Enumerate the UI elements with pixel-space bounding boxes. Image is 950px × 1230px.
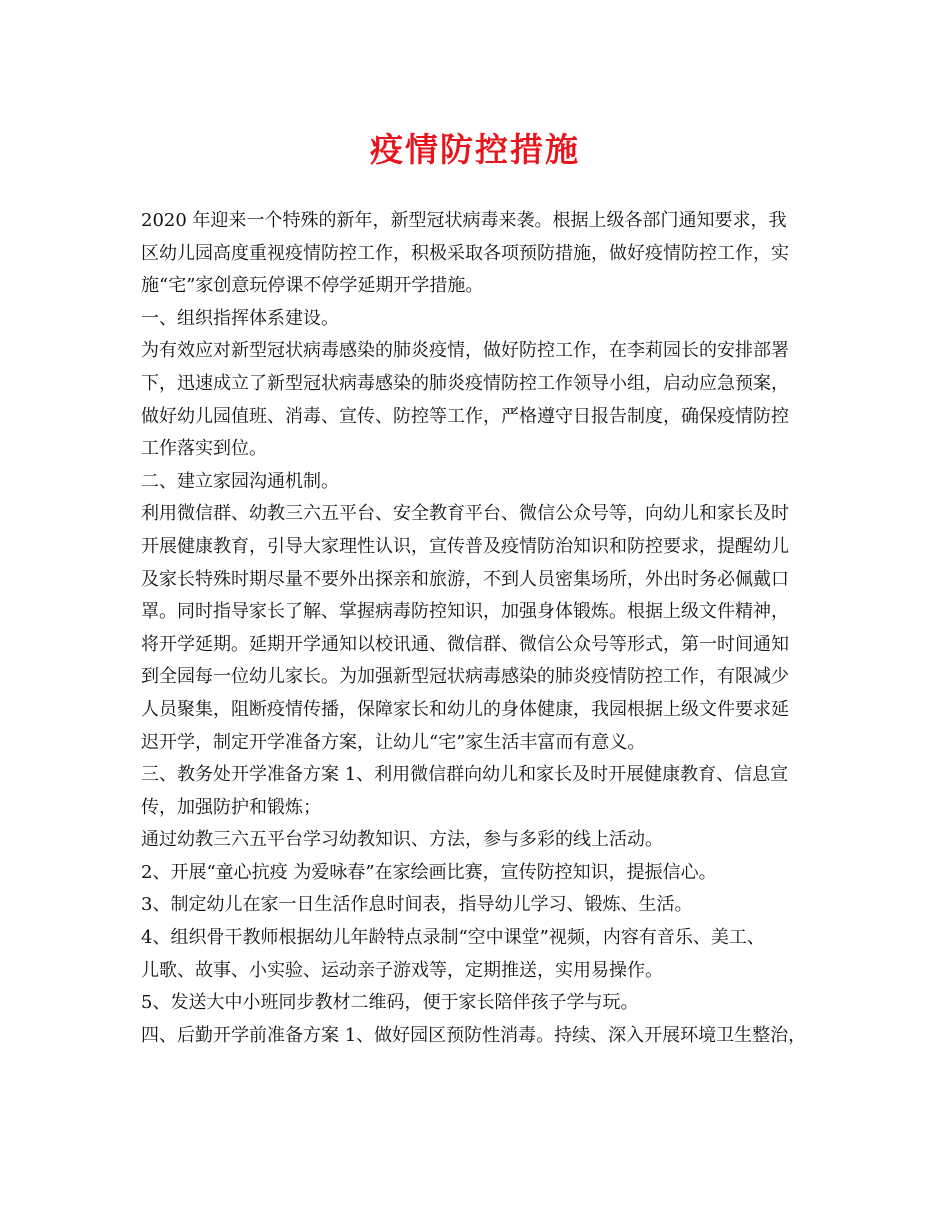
body-line: 区幼儿园高度重视疫情防控工作，积极采取各项预防措施，做好疫情防控工作，实 — [141, 242, 789, 264]
section-heading: 一、组织指挥体系建设。 — [141, 307, 339, 329]
body-line: 将开学延期。延期开学通知以校讯通、微信群、微信公众号等形式，第一时间通知 — [141, 633, 789, 655]
list-item: 4、组织骨干教师根据幼儿年龄特点录制“空中课堂”视频，内容有音乐、美工、 — [141, 927, 765, 949]
document-title: 疫情防控措施 — [370, 130, 580, 169]
body-line: 迟开学，制定开学准备方案，让幼儿“宅”家生活丰富而有意义。 — [141, 731, 646, 753]
body-line: 利用微信群、幼教三六五平台、安全教育平台、微信公众号等，向幼儿和家长及时 — [141, 503, 789, 525]
body-line: 做好幼儿园值班、消毒、宣传、防控等工作，严格遵守日报告制度，确保疫情防控 — [141, 405, 789, 427]
section-heading: 四、后勤开学前准备方案 1、做好园区预防性消毒。持续、深入开展环境卫生整治， — [141, 1024, 807, 1046]
section-heading: 三、教务处开学准备方案 1、利用微信群向幼儿和家长及时开展健康教育、信息宣 — [141, 764, 789, 786]
body-line: 传，加强防护和锻炼； — [141, 796, 321, 818]
body-line: 施“宅”家创意玩停课不停学延期开学措施。 — [141, 275, 484, 297]
list-item: 2、开展“童心抗疫 为爱咏春”在家绘画比赛，宣传防控知识，提振信心。 — [141, 861, 717, 883]
list-item: 5、发送大中小班同步教材二维码，便于家长陪伴孩子学与玩。 — [141, 992, 639, 1014]
body-line: 通过幼教三六五平台学习幼教知识、方法，参与多彩的线上活动。 — [141, 829, 663, 851]
body-line: 2020 年迎来一个特殊的新年，新型冠状病毒来袭。根据上级各部门通知要求，我 — [141, 210, 787, 231]
body-line: 下，迅速成立了新型冠状病毒感染的肺炎疫情防控工作领导小组，启动应急预案， — [141, 372, 789, 394]
body-line: 罩。同时指导家长了解、掌握病毒防控知识，加强身体锻炼。根据上级文件精神， — [141, 601, 789, 623]
list-item: 3、制定幼儿在家一日生活作息时间表，指导幼儿学习、锻炼、生活。 — [141, 894, 693, 916]
body-line: 为有效应对新型冠状病毒感染的肺炎疫情，做好防控工作，在李莉园长的安排部署 — [141, 340, 789, 362]
body-line: 儿歌、故事、小实验、运动亲子游戏等，定期推送，实用易操作。 — [141, 959, 663, 981]
body-line: 人员聚集，阻断疫情传播，保障家长和幼儿的身体健康，我园根据上级文件要求延 — [141, 698, 789, 720]
body-line: 开展健康教育，引导大家理性认识，宣传普及疫情防治知识和防控要求，提醒幼儿 — [141, 535, 789, 557]
body-line: 工作落实到位。 — [141, 438, 267, 460]
body-line: 到全园每一位幼儿家长。为加强新型冠状病毒感染的肺炎疫情防控工作，有限减少 — [141, 666, 789, 688]
document-body — [141, 205, 817, 1052]
section-heading: 二、建立家园沟通机制。 — [141, 470, 339, 492]
body-line: 及家长特殊时期尽量不要外出探亲和旅游，不到人员密集场所，外出时务必佩戴口 — [141, 568, 789, 590]
